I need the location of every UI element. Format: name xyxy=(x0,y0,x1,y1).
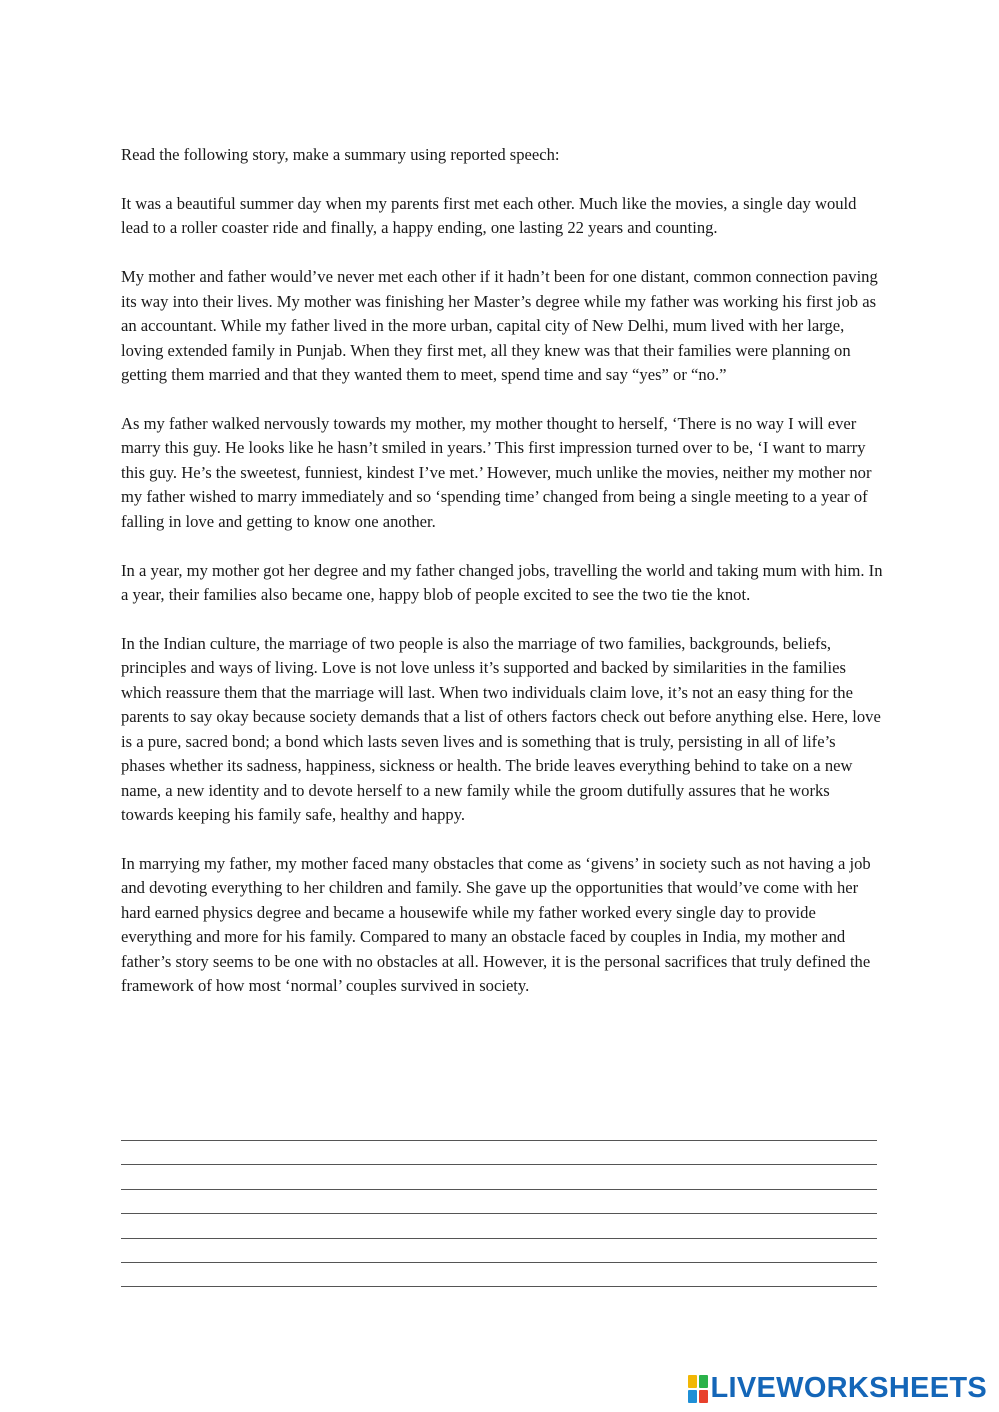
liveworksheets-logo xyxy=(688,1372,988,1405)
story-paragraph-6: In marrying my father, my mother faced many obstacles that come as ‘givens’ in society such as not having a job and devoting everything to her children and family. She gave up the opportunities that would’ve come with her hard earned physics degree and became a housewife while my father worked every single day to provide everything and more for his family. Compared to many an obstacle faced by couples in India, my mother and father’s story seems to be one with no obstacles at all. However, it is the personal sacrifices that truly defined the framework of how most ‘normal’ couples survived in society. xyxy=(121,853,871,995)
worksheet-text xyxy=(121,143,883,1023)
story-paragraph-1: It was a beautiful summer day when my parents first met each other. Much like the movies, a single day would lead to a roller coaster ride and finally, a happy ending, one lasting 22 years and counting. xyxy=(121,194,857,238)
answer-line[interactable] xyxy=(121,1239,877,1263)
answer-line[interactable] xyxy=(121,1141,877,1165)
story-paragraph-2: My mother and father would’ve never met each other if it hadn’t been for one distant, common connection paving its way into their lives. My mother was finishing her Master’s degree while my father was working his first job as an accountant. While my father lived in the more urban, capital city of New Delhi, mum lived with her large, loving extended family in Punjab. When they first met, all they knew was that their families were planning on getting them married and that they wanted them to meet, spend time and say “yes” or “no.” xyxy=(121,267,878,385)
answer-line[interactable] xyxy=(121,1190,877,1214)
answer-line[interactable] xyxy=(121,1165,877,1189)
story-paragraph-3: As my father walked nervously towards my mother, my mother thought to herself, ‘There is no way I will ever marry this guy. He looks like he hasn’t smiled in years.’ This first impression turned over to be, ‘I want to marry this guy. He’s the sweetest, funniest, kindest I’ve met.’ However, much unlike the movies, neither my mother nor my father wished to marry immediately and so ‘spending time’ changed from being a single meeting to a year of falling in love and getting to know one another. xyxy=(121,414,872,531)
instruction: Read the following story, make a summary using reported speech: xyxy=(121,145,560,164)
logo-text: LIVEWORKSHEETS xyxy=(710,1372,987,1404)
answer-area[interactable] xyxy=(121,1140,877,1287)
answer-line[interactable] xyxy=(121,1214,877,1238)
answer-line[interactable] xyxy=(121,1263,877,1287)
story-paragraph-4: In a year, my mother got her degree and my father changed jobs, travelling the world and taking mum with him. In a year, their families also became one, happy blob of people excited to see the two tie the knot. xyxy=(121,560,883,605)
story-paragraph-5: In the Indian culture, the marriage of two people is also the marriage of two families, backgrounds, beliefs, principles and ways of living. Love is not love unless it’s supported and backed by similarities in the families which reassure them that the marriage will last. When two individuals claim love, it’s not an easy thing for the parents to say okay because society demands that a list of others factors check out before anything else. Here, love is a pure, sacred bond; a bond which lasts seven lives and is something that is truly, persisting in all of life’s phases whether its sadness, happiness, sickness or health. The bride leaves everything behind to take on a new name, a new identity and to devote herself to a new family while the groom dutifully assures that he works towards keeping his family safe, healthy and happy. xyxy=(121,634,881,824)
liveworksheets-logo-icon xyxy=(688,1375,708,1403)
